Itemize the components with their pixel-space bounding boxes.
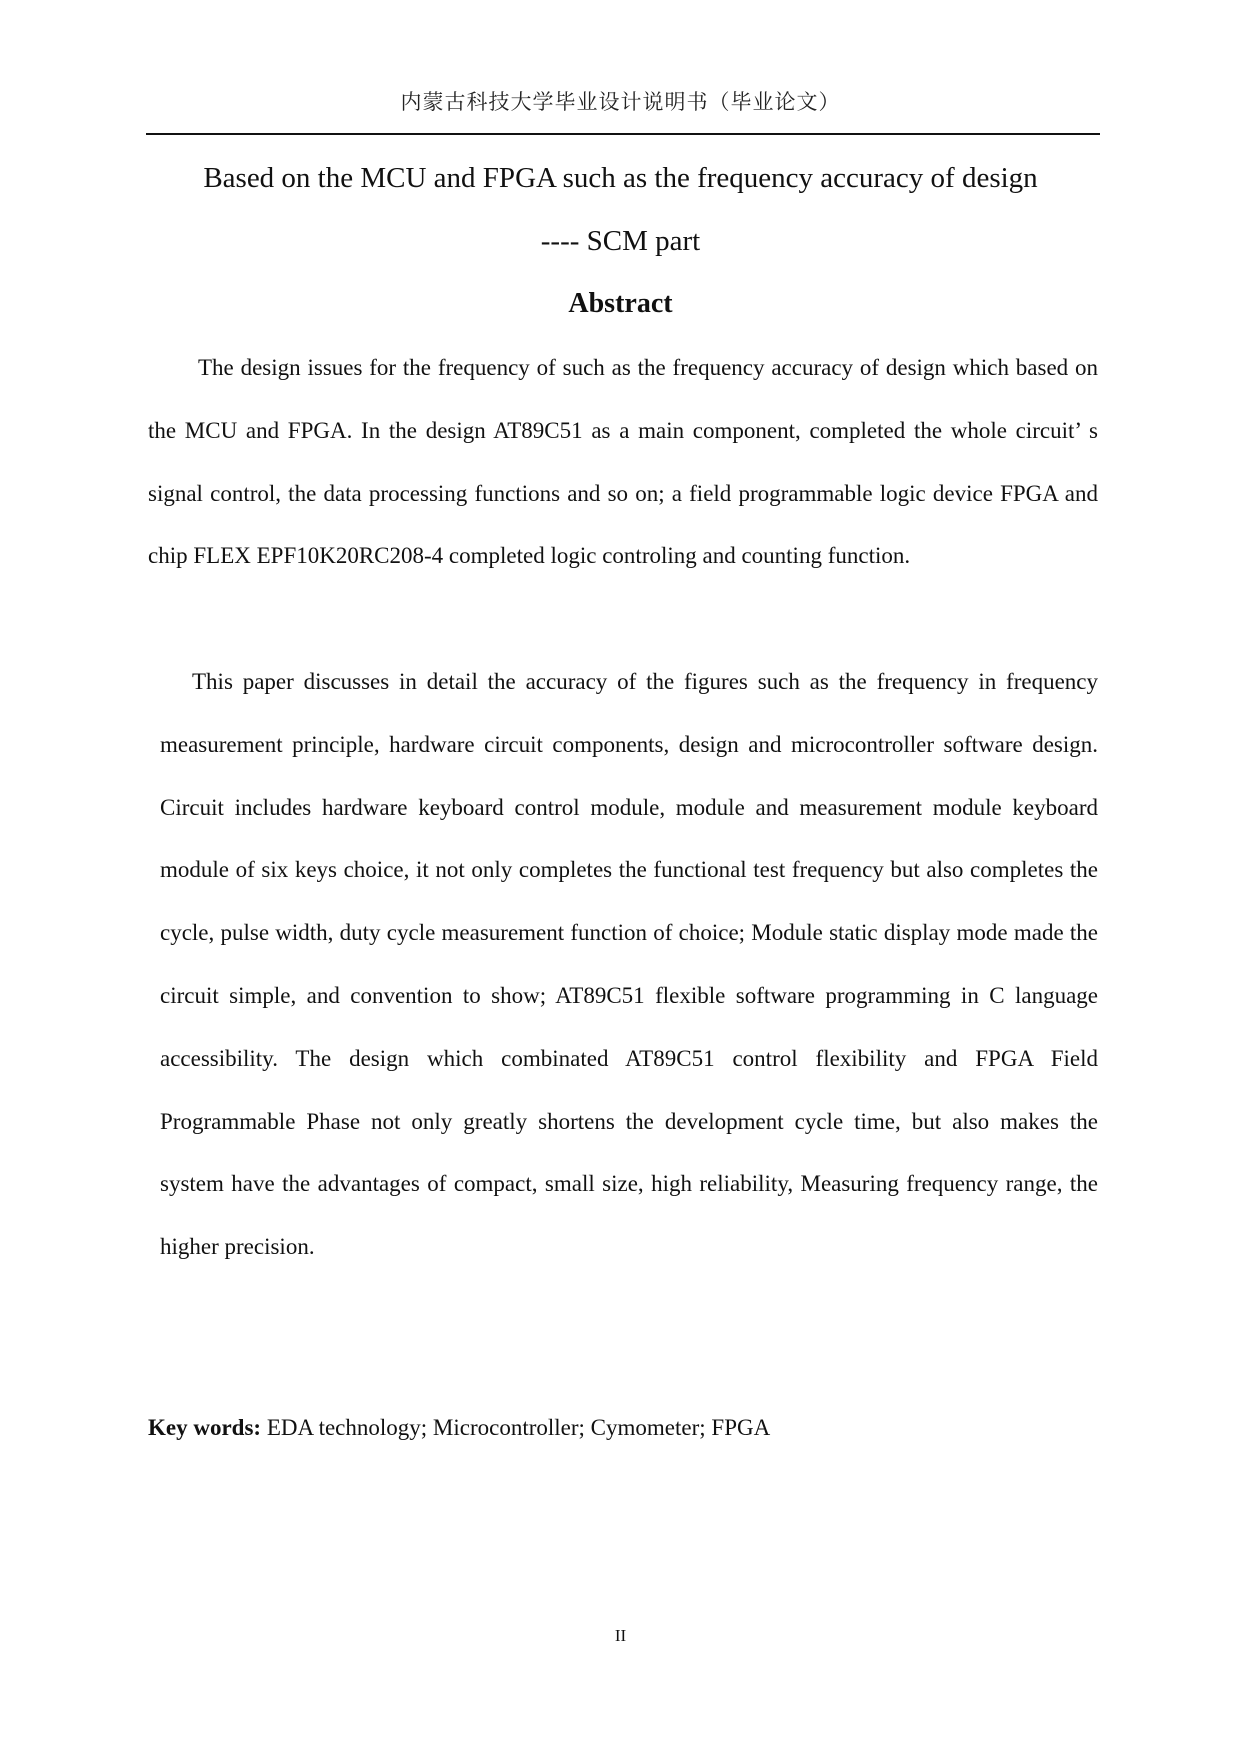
page-number: II xyxy=(614,1626,627,1645)
header-divider xyxy=(146,133,1100,135)
keywords-text: EDA technology; Microcontroller; Cymometer; FPGA xyxy=(261,1415,771,1440)
keywords-label: Key words: xyxy=(148,1415,262,1440)
abstract-heading: Abstract xyxy=(568,288,673,319)
keywords xyxy=(148,1415,1098,1441)
thesis-subtitle: ---- SCM part xyxy=(540,225,701,257)
running-header: 内蒙古科技大学毕业设计说明书（毕业论文） xyxy=(400,90,841,114)
abstract-paragraph: This paper discusses in detail the accuracy of the figures such as the frequency in frequency measurement principle, hardware circuit components, design and microcontroller software design. Circuit includes hardware keyboard control module, module and measurement module keyboard module of six keys choice, it not only completes the functional test frequency but also completes the cycle, pulse width, duty cycle measurement function of choice; Module static display mode made the circuit simple, and convention to show; AT89C51 flexible software programming in C language accessibility. The design which combinated AT89C51 control flexibility and FPGA Field Programmable Phase not only greatly shortens the development cycle time, but also makes the system have the advantages of compact, small size, high reliability, Measuring frequency range, the higher precision. xyxy=(160,669,1098,1260)
abstract-paragraph: The design issues for the frequency of such as the frequency accuracy of design which based on the MCU and FPGA. In the design AT89C51 as a main component, completed the whole circuit’ s signal control, the data processing functions and so on; a field programmable logic device FPGA and chip FLEX EPF10K20RC208-4 completed logic controling and counting function. xyxy=(148,355,1098,569)
thesis-title: Based on the MCU and FPGA such as the frequency accuracy of design xyxy=(203,162,1038,194)
